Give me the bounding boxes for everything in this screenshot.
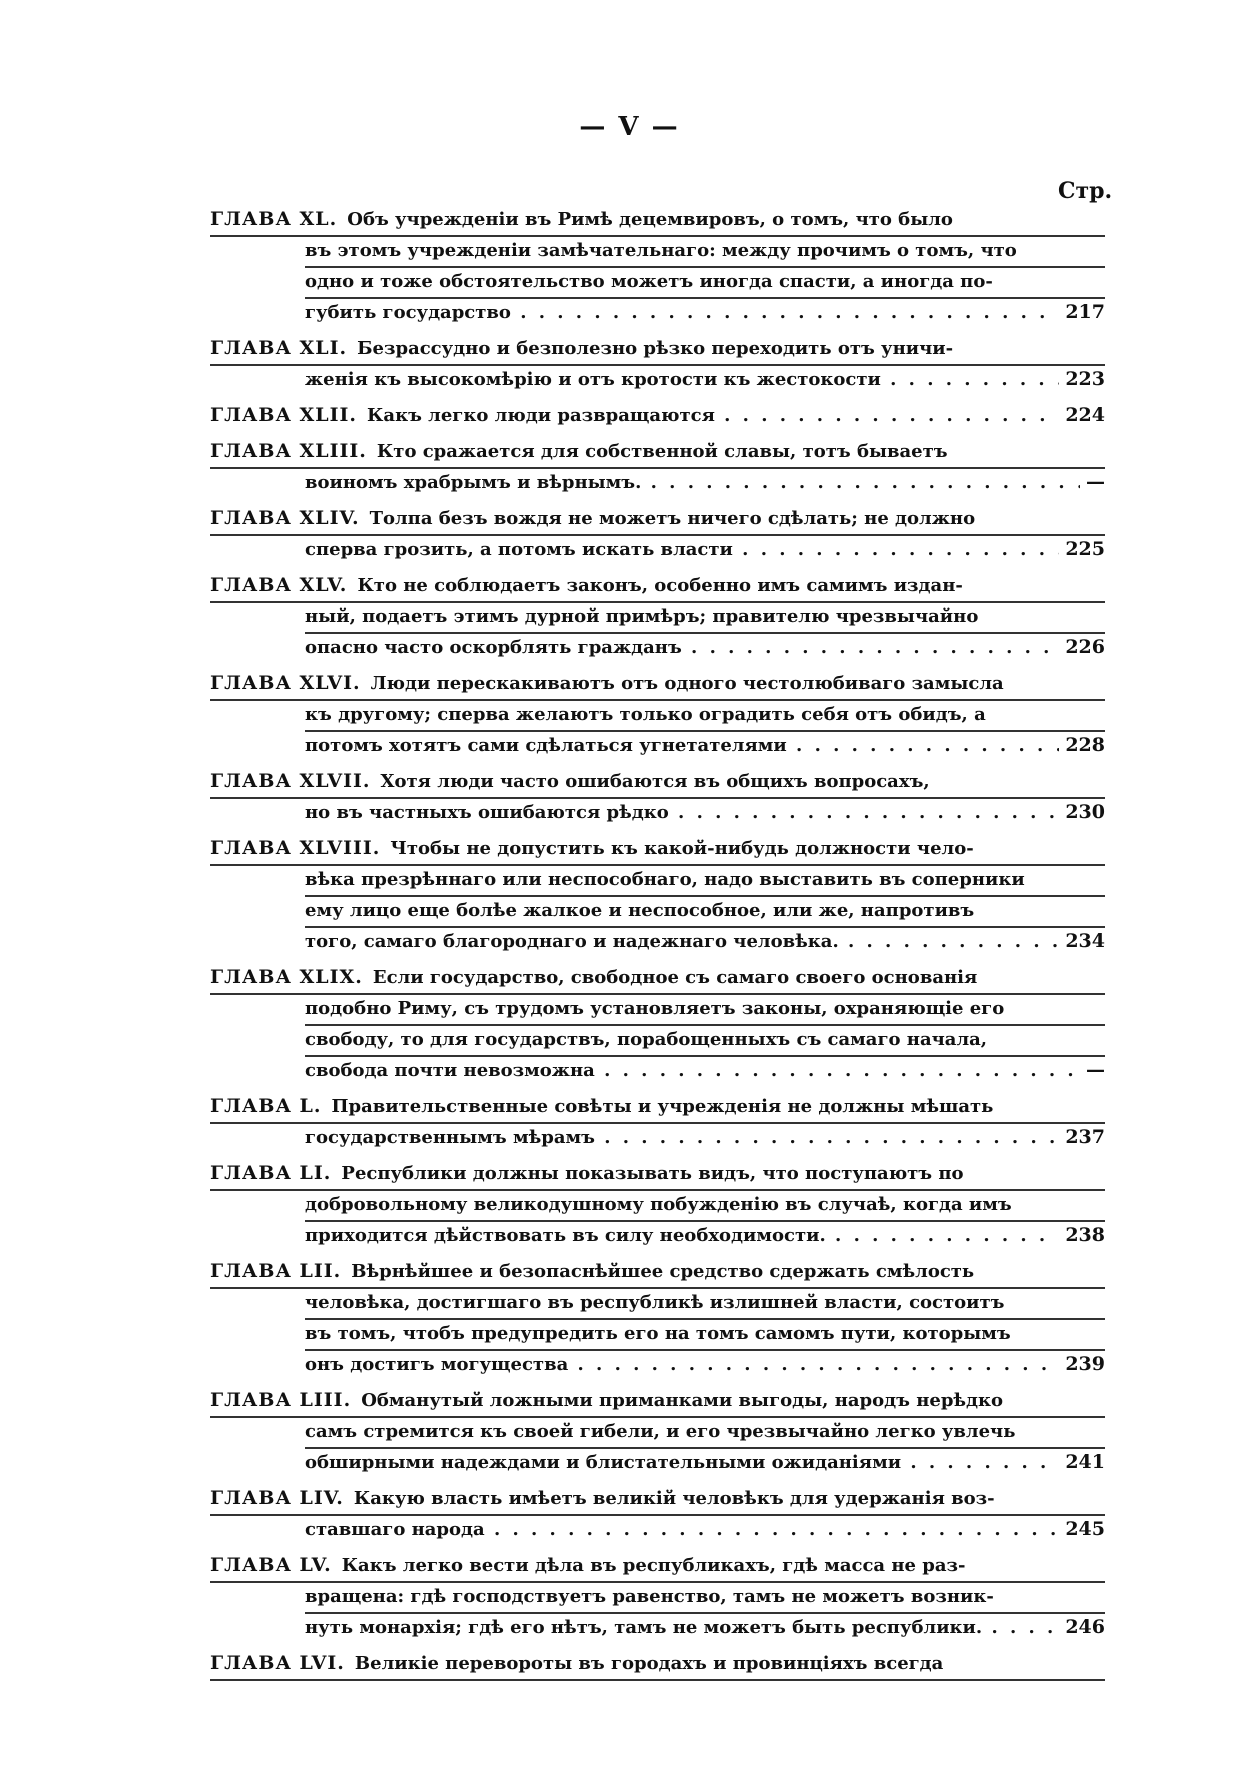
chapter-title-text: приходится дѣйствовать въ силу необходимости. . . .: [305, 1225, 1105, 1246]
chapter-label: ГЛАВА LII.: [210, 1260, 342, 1282]
chapter-title-text: вѣка презрѣннаго или неспособнаго, надо выставить въ соперники: [305, 869, 1025, 890]
chapter-title-text: Безрассудно и безполезно рѣзко переходить отъ уничи-: [357, 338, 954, 359]
toc-entry: [210, 438, 1105, 498]
page-number: —: [1080, 469, 1105, 496]
chapter-title-text: ный, подаетъ этимъ дурной примѣръ; правителю чрезвычайно: [305, 606, 979, 627]
chapter-label: ГЛАВА XLII.: [210, 404, 358, 426]
toc-entry: [210, 835, 1105, 957]
toc-line: [210, 505, 1105, 536]
toc-line: [305, 732, 1105, 761]
toc-line: [210, 335, 1105, 366]
page-number-marker: — V —: [579, 112, 680, 142]
chapter-title-text: Люди перескакиваютъ отъ одного честолюбиваго замысла: [370, 673, 1004, 694]
toc-entry: [210, 1093, 1105, 1153]
chapter-title-text: Какую власть имѣетъ великій человѣкъ для удержанія воз-: [353, 1488, 995, 1509]
toc-line: [305, 1614, 1105, 1643]
toc-entry: [210, 768, 1105, 828]
toc-line: [210, 1552, 1105, 1583]
chapter-title-text: къ другому; сперва желаютъ только оградить себя отъ обидъ, а: [305, 704, 986, 725]
toc-entry: [210, 1387, 1105, 1478]
chapter-title-text: женія къ высокомѣрію и отъ кротости къ жестокости . . .: [305, 369, 1105, 390]
chapter-title-text: потомъ хотятъ сами сдѣлаться угнетателями . . .: [305, 735, 1105, 756]
toc-entry: [210, 335, 1105, 395]
toc-entry: [210, 1160, 1105, 1251]
chapter-title-text: Объ учрежденіи въ Римѣ децемвировъ, о томъ, что было: [347, 209, 953, 230]
chapter-title-text: добровольному великодушному побужденію въ случаѣ, когда имъ: [305, 1194, 1012, 1215]
toc-line: [305, 1418, 1105, 1449]
chapter-title-text: въ томъ, чтобъ предупредить его на томъ самомъ пути, которымъ: [305, 1323, 1011, 1344]
toc-line: [210, 964, 1105, 995]
toc-entry: [210, 572, 1105, 663]
toc-line: [305, 1289, 1105, 1320]
chapter-label: ГЛАВА XLVII.: [210, 770, 371, 792]
toc-line: [210, 768, 1105, 799]
chapter-title-text: самъ стремится къ своей гибели, и его чрезвычайно легко увлечь: [305, 1421, 1016, 1442]
toc-entry: [210, 505, 1105, 565]
toc-line: [210, 1258, 1105, 1289]
chapter-title-text: свободу, то для государствъ, порабощенныхъ съ самаго начала,: [305, 1029, 988, 1050]
chapter-title-text: Вѣрнѣйшее и безопаснѣйшее средство сдержать смѣлость: [351, 1261, 975, 1282]
chapter-title-text: свобода почти невозможна . . .: [305, 1060, 1105, 1081]
page-number: 230: [1059, 799, 1105, 826]
toc-line: [210, 438, 1105, 469]
chapter-label: ГЛАВА XL.: [210, 208, 338, 230]
table-of-contents: [210, 206, 1105, 1688]
toc-line: [305, 1516, 1105, 1545]
chapter-title-text: опасно часто оскорблять гражданъ . . .: [305, 637, 1105, 658]
toc-entry: [210, 1650, 1105, 1681]
toc-line: [305, 701, 1105, 732]
chapter-title-text: одно и тоже обстоятельство можетъ иногда спасти, а иногда по-: [305, 271, 993, 292]
toc-line: [305, 1191, 1105, 1222]
toc-line: [305, 366, 1105, 395]
page-number: 217: [1059, 299, 1105, 326]
page-column-label: Стр.: [1058, 178, 1113, 204]
chapter-title-text: Хотя люди часто ошибаются въ общихъ вопросахъ,: [380, 771, 930, 792]
toc-line: [305, 603, 1105, 634]
chapter-title-text: Если государство, свободное съ самаго своего основанія: [372, 967, 978, 988]
toc-line: [305, 1124, 1105, 1153]
chapter-title-text: Великіе перевороты въ городахъ и провинціяхъ всегда: [354, 1653, 944, 1674]
toc-line: [210, 572, 1105, 603]
toc-line: [305, 469, 1105, 498]
chapter-label: ГЛАВА XLVIII.: [210, 837, 381, 859]
chapter-label: ГЛАВА LIII.: [210, 1389, 352, 1411]
toc-entry: [210, 1485, 1105, 1545]
page-number: 241: [1059, 1449, 1105, 1476]
toc-line: [210, 402, 1105, 431]
toc-line: [305, 995, 1105, 1026]
chapter-title-text: сперва грозить, а потомъ искать власти . . .: [305, 539, 1105, 560]
chapter-title-text: Какъ легко люди развращаются . . .: [367, 405, 1105, 426]
toc-line: [210, 1093, 1105, 1124]
chapter-label: ГЛАВА LV.: [210, 1554, 332, 1576]
chapter-label: ГЛАВА XLV.: [210, 574, 348, 596]
toc-line: [305, 536, 1105, 565]
toc-line: [305, 866, 1105, 897]
page-number: 246: [1059, 1614, 1105, 1641]
toc-line: [305, 1583, 1105, 1614]
toc-line: [305, 299, 1105, 328]
chapter-title-text: онъ достигъ могущества . . .: [305, 1354, 1105, 1375]
toc-line: [210, 1485, 1105, 1516]
chapter-label: ГЛАВА XLVI.: [210, 672, 361, 694]
chapter-title-text: ставшаго народа . . .: [305, 1519, 1105, 1540]
chapter-title-text: подобно Риму, съ трудомъ установляетъ законы, охраняющіе его: [305, 998, 1005, 1019]
chapter-title-text: ему лицо еще болѣе жалкое и неспособное, или же, напротивъ: [305, 900, 975, 921]
toc-entry: [210, 1258, 1105, 1380]
chapter-title-text: того, самаго благороднаго и надежнаго человѣка. . . .: [305, 931, 1105, 952]
chapter-title-text: Обманутый ложными приманками выгоды, народъ нерѣдко: [361, 1390, 1004, 1411]
toc-entry: [210, 964, 1105, 1086]
page-number: 226: [1059, 634, 1105, 661]
toc-line: [210, 835, 1105, 866]
page-number: 225: [1059, 536, 1105, 563]
chapter-label: ГЛАВА XLIII.: [210, 440, 367, 462]
toc-line: [305, 1320, 1105, 1351]
toc-line: [305, 634, 1105, 663]
toc-line: [210, 670, 1105, 701]
toc-line: [305, 1222, 1105, 1251]
toc-line: [305, 1351, 1105, 1380]
chapter-title-text: Правительственные совѣты и учрежденія не должны мѣшать: [331, 1096, 994, 1117]
toc-line: [210, 1387, 1105, 1418]
chapter-title-text: обширными надеждами и блистательными ожиданіями . . .: [305, 1452, 1105, 1473]
page-number: 234: [1059, 928, 1105, 955]
chapter-title-text: воиномъ храбрымъ и вѣрнымъ. . . .: [305, 472, 1105, 493]
chapter-title-text: Чтобы не допустить къ какой-нибудь должности чело-: [390, 838, 974, 859]
chapter-label: ГЛАВА XLI.: [210, 337, 348, 359]
chapter-title-text: Какъ легко вести дѣла въ республикахъ, гдѣ масса не раз-: [341, 1555, 966, 1576]
chapter-title-text: но въ частныхъ ошибаются рѣдко . . .: [305, 802, 1105, 823]
toc-line: [305, 799, 1105, 828]
toc-line: [210, 206, 1105, 237]
chapter-label: ГЛАВА XLIV.: [210, 507, 360, 529]
page-number: 237: [1059, 1124, 1105, 1151]
page-number: 245: [1059, 1516, 1105, 1543]
toc-entry: [210, 1552, 1105, 1643]
toc-line: [305, 1057, 1105, 1086]
chapter-label: ГЛАВА L.: [210, 1095, 322, 1117]
chapter-title-text: Республики должны показывать видъ, что поступаютъ по: [341, 1163, 964, 1184]
chapter-title-text: въ этомъ учрежденіи замѣчательнаго: между прочимъ о томъ, что: [305, 240, 1017, 261]
chapter-title-text: человѣка, достигшаго въ республикѣ излишней власти, состоитъ: [305, 1292, 1005, 1313]
page-number: 239: [1059, 1351, 1105, 1378]
toc-line: [210, 1650, 1105, 1681]
toc-entry: [210, 670, 1105, 761]
toc-line: [305, 897, 1105, 928]
page-number: 224: [1059, 402, 1105, 429]
chapter-title-text: Толпа безъ вождя не можетъ ничего сдѣлать; не должно: [369, 508, 976, 529]
chapter-title-text: Кто не соблюдаетъ законъ, особенно имъ самимъ издан-: [357, 575, 963, 596]
chapter-title-text: губить государство . . .: [305, 302, 1105, 323]
toc-line: [210, 1160, 1105, 1191]
page-number: 228: [1059, 732, 1105, 759]
toc-line: [305, 928, 1105, 957]
toc-line: [305, 1026, 1105, 1057]
toc-entry: [210, 402, 1105, 431]
chapter-label: ГЛАВА XLIX.: [210, 966, 363, 988]
page-number: —: [1080, 1057, 1105, 1084]
chapter-title-text: нуть монархія; гдѣ его нѣтъ, тамъ не можетъ быть республики. . . .: [305, 1617, 1105, 1638]
chapter-label: ГЛАВА LVI.: [210, 1652, 345, 1674]
toc-entry: [210, 206, 1105, 328]
chapter-title-text: государственнымъ мѣрамъ . . .: [305, 1127, 1105, 1148]
chapter-label: ГЛАВА LIV.: [210, 1487, 344, 1509]
toc-line: [305, 237, 1105, 268]
chapter-title-text: вращена: гдѣ господствуетъ равенство, тамъ не можетъ возник-: [305, 1586, 994, 1607]
toc-line: [305, 268, 1105, 299]
page-number: 223: [1059, 366, 1105, 393]
chapter-label: ГЛАВА LI.: [210, 1162, 332, 1184]
chapter-title-text: Кто сражается для собственной славы, тотъ бываетъ: [376, 441, 948, 462]
toc-line: [305, 1449, 1105, 1478]
page-number: 238: [1059, 1222, 1105, 1249]
